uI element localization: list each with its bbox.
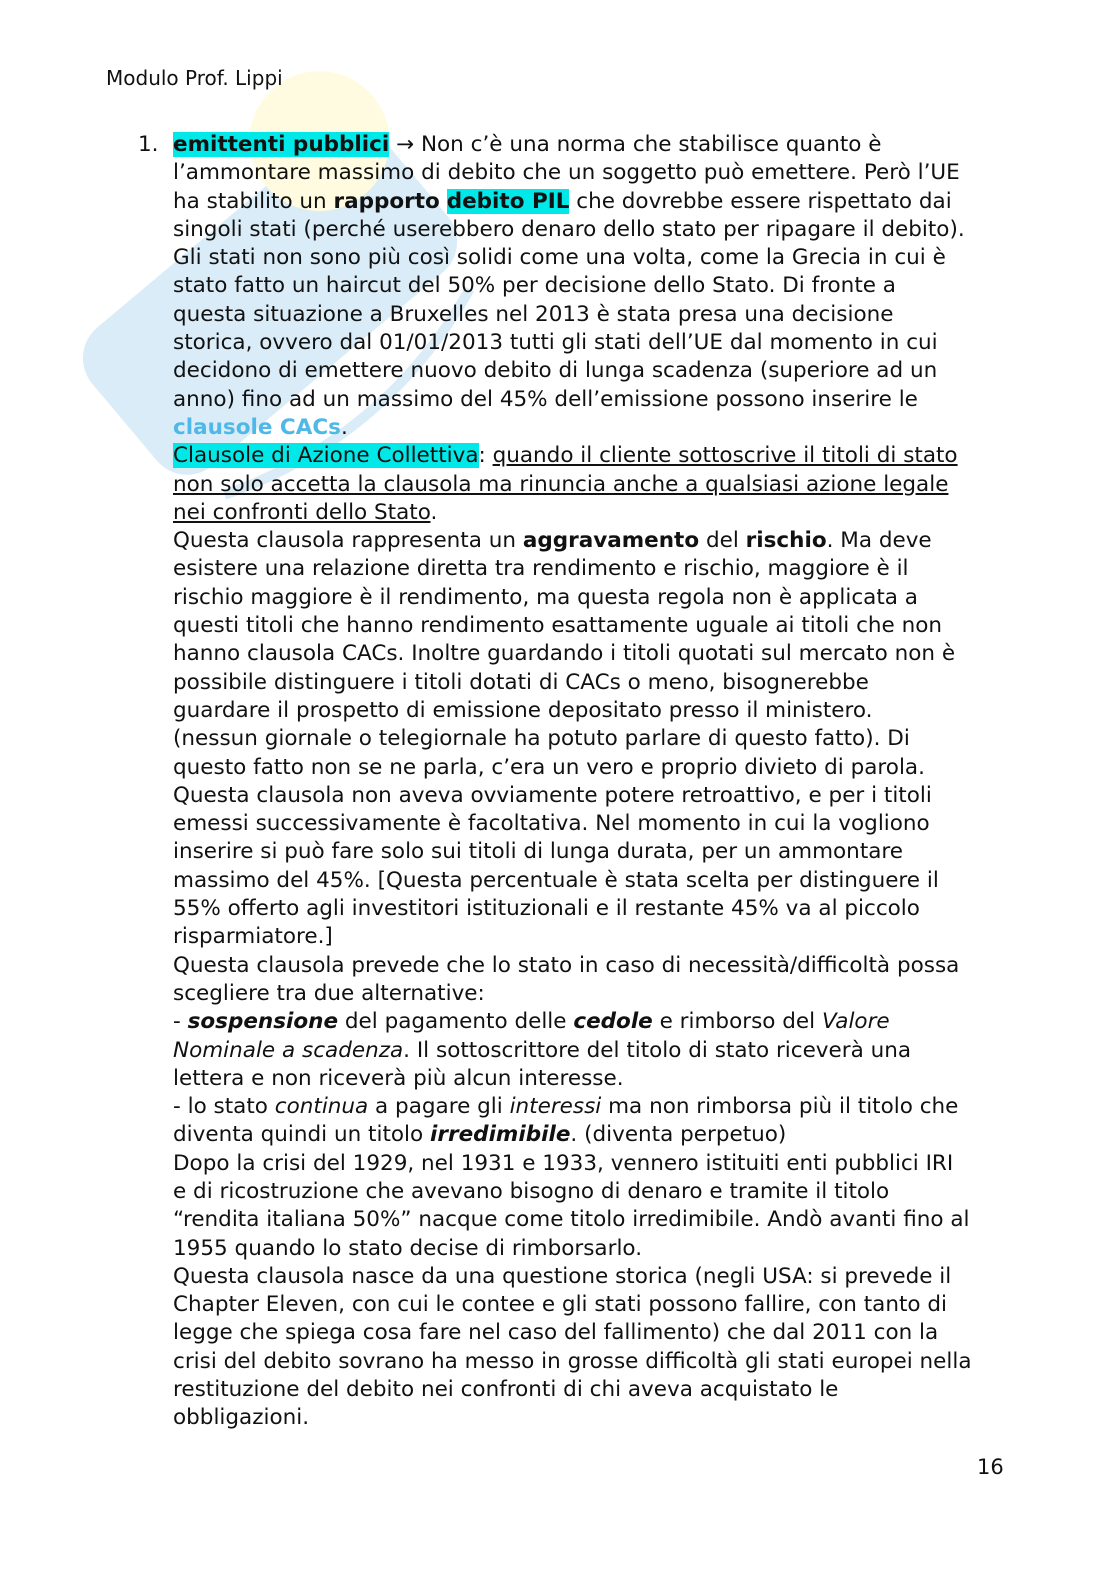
text-line: non solo accetta la clausola ma rinuncia anche a qualsiasi azione legale — [173, 471, 949, 497]
text-line: massimo del 45%. [Questa percentuale è stata scelta per distinguere il — [173, 867, 939, 893]
text-line: stato fatto un haircut del 50% per decisione dello Stato. Di fronte a — [173, 273, 896, 299]
text-line: guardare il prospetto di emissione depositato presso il ministero. — [173, 697, 873, 723]
text-line: legge che spiega cosa fare nel caso del fallimento) che dal 2011 con la — [173, 1320, 939, 1346]
text-line: e di ricostruzione che avevano bisogno di denaro e tramite il titolo — [173, 1178, 890, 1204]
text-line: questa situazione a Bruxelles nel 2013 è stata presa una decisione — [173, 301, 894, 327]
text-line: (nessun giornale o telegiornale ha potuto parlare di questo fatto). Di — [173, 726, 910, 752]
text-line: crisi del debito sovrano ha messo in grosse difficoltà gli stati europei nella — [173, 1348, 972, 1374]
page-number: 16 — [977, 1455, 1004, 1479]
text-line: restituzione del debito nei confronti di chi aveva acquistato le — [173, 1377, 839, 1403]
highlighted-term: Clausole di Azione Collettiva — [173, 443, 479, 469]
list-item-number: 1. — [138, 132, 159, 157]
text-line: Dopo la crisi del 1929, nel 1931 e 1933, vennero istituiti enti pubblici IRI — [173, 1150, 954, 1176]
text-line: storica, ovvero dal 01/01/2013 tutti gli stati dell’UE dal momento in cui — [173, 330, 938, 356]
text-line: scegliere tra due alternative: — [173, 980, 485, 1006]
text-line: Questa clausola nasce da una questione storica (negli USA: si prevede il — [173, 1263, 952, 1289]
text-line: “rendita italiana 50%” nacque come titolo irredimibile. Andò avanti fino al — [173, 1207, 970, 1233]
text-line: Questa clausola rappresenta un aggravamento del rischio. Ma deve — [173, 528, 932, 554]
text-line: questo fatto non se ne parla, c’era un vero e proprio divieto di parola. — [173, 754, 925, 780]
text-line: Questa clausola prevede che lo stato in caso di necessità/difficoltà possa — [173, 952, 960, 978]
text-line: rischio maggiore è il rendimento, ma questa regola non è applicata a — [173, 584, 918, 610]
text-line: obbligazioni. — [173, 1405, 310, 1431]
text-line: questi titoli che hanno rendimento esattamente uguale ai titoli che non — [173, 613, 943, 639]
text-line: 55% offerto agli investitori istituzionali e il restante 45% va al piccolo — [173, 896, 920, 922]
highlighted-term: emittenti pubblici — [173, 132, 390, 157]
text-line: possibile distinguere i titoli dotati di CACs o meno, bisognerebbe — [173, 669, 869, 695]
text-line: clausole CACs. — [173, 414, 348, 440]
text-line: Clausole di Azione Collettiva: quando il cliente sottoscrive il titoli di stato — [173, 443, 958, 469]
text-line: esistere una relazione diretta tra rendimento e rischio, maggiore è il — [173, 556, 909, 582]
text-line: inserire si può fare solo sui titoli di lunga durata, per un ammontare — [173, 839, 904, 865]
text-line: 1955 quando lo stato decise di rimborsarlo. — [173, 1235, 643, 1261]
text-line: Gli stati non sono più così solidi come una volta, come la Grecia in cui è — [173, 245, 946, 271]
list-item-content — [173, 131, 1023, 1433]
text-line: lettera e non riceverà più alcun interesse. — [173, 1065, 624, 1091]
text-line: l’ammontare massimo di debito che un soggetto può emettere. Però l’UE — [173, 160, 960, 186]
text-line: decidono di emettere nuovo debito di lunga scadenza (superiore ad un — [173, 358, 938, 384]
text-line: hanno clausola CACs. Inoltre guardando i titoli quotati sul mercato non è — [173, 641, 956, 667]
text-line: singoli stati (perché userebbero denaro dello stato per ripagare il debito). — [173, 216, 965, 242]
text-line: emittenti pubblici → Non c’è una norma che stabilisce quanto è — [173, 132, 882, 157]
text-line: - sospensione del pagamento delle cedole e rimborso del Valore — [173, 1009, 890, 1035]
text-line: Questa clausola non aveva ovviamente potere retroattivo, e per i titoli — [173, 782, 932, 808]
page-header: Modulo Prof. Lippi — [106, 66, 283, 90]
text-line: Chapter Eleven, con cui le contee e gli stati possono fallire, con tanto di — [173, 1292, 948, 1318]
text-line: ha stabilito un rapporto debito PIL che dovrebbe essere rispettato dai — [173, 188, 952, 214]
highlighted-term: debito PIL — [446, 188, 570, 214]
text-line: risparmiatore.] — [173, 924, 333, 950]
clausole-cacs-link[interactable]: clausole CACs — [173, 414, 341, 440]
text-line: nei confronti dello Stato. — [173, 499, 438, 525]
text-line: anno) fino ad un massimo del 45% dell’emissione possono inserire le — [173, 386, 918, 412]
text-line: diventa quindi un titolo irredimibile. (diventa perpetuo) — [173, 1122, 787, 1148]
text-line: Nominale a scadenza. Il sottoscrittore del titolo di stato riceverà una — [173, 1037, 912, 1063]
text-line: - lo stato continua a pagare gli interessi ma non rimborsa più il titolo che — [173, 1094, 959, 1120]
text-line: emessi successivamente è facoltativa. Nel momento in cui la vogliono — [173, 811, 930, 837]
